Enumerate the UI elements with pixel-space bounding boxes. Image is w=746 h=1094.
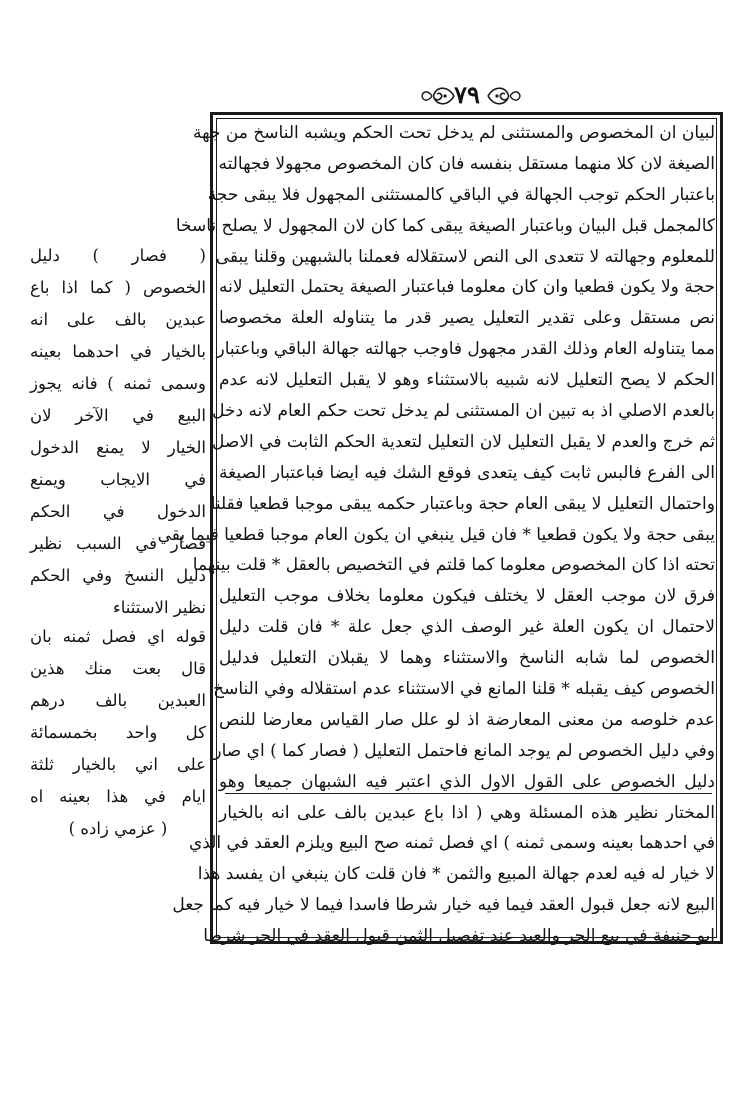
- main-text-line: ثم خرج والعدم لا يقبل التعليل لان التعليل لتعدية الحكم الثابت في الاصل: [212, 431, 715, 452]
- margin-note-line: ( فصار ) دليل: [30, 246, 206, 265]
- margin-note-line: الدخول في الحكم: [30, 502, 206, 521]
- main-text-line: وفي دليل الخصوص لم يوجد المانع فاحتمل التعليل ( فصار كما ) اي صار: [213, 740, 715, 761]
- main-text-line: مما يتناوله العام وذلك القدر مجهول فاوجب جهالته جهالة الباقي وباعتبار: [216, 339, 715, 360]
- margin-note-line: في الايجاب ويمنع: [30, 470, 206, 489]
- margin-note-line: كل واحد بخمسمائة: [30, 723, 206, 742]
- main-text-line: الخصوص لما شابه الناسخ والاستثناء وهما لا يقبلان التعليل فدليل: [219, 648, 715, 669]
- main-text-line: تحته اذا كان المخصوص معلوما كما قلتم في التخصيص بالعقل * قلت بينهما: [192, 555, 715, 576]
- main-text-divider: [225, 793, 712, 794]
- main-text-line: باعتبار الحكم توجب الجهالة في الباقي كالمستثنى المجهول فلا يبقى حجة: [207, 184, 715, 205]
- margin-note-top: [30, 240, 206, 624]
- margin-note-line: قوله اي فصل ثمنه بان: [30, 627, 206, 646]
- margin-note-line: نظير الاستثناء: [113, 598, 206, 617]
- page-number: ٧٩: [454, 80, 480, 109]
- main-text-line: الخصوص كيف يقبله * قلنا المانع في الاستثناء عدم استقلاله وفي الناسخ: [213, 679, 715, 700]
- main-text-line: في احدهما بعينه وسمى ثمنه ) اي فصل ثمنه صح البيع ويلزم العقد في الذي: [189, 833, 715, 854]
- main-text-line: نص مستقل وعلى تقدير التعليل يصير قدر ما يتناوله العلة مخصوصا: [219, 308, 715, 329]
- main-text-line: ابو حنيفة في بيع الحر والعبد عند تفصيل الثمن قبول العقد في الحر شرطا: [203, 926, 715, 947]
- main-text-line: البيع لانه جعل قبول العقد فيما فيه خيار شرطا فاسدا فيما لا خيار فيه كما جعل: [172, 895, 715, 916]
- margin-note-line: الخيار لا يمنع الدخول: [30, 438, 206, 457]
- main-text-line: الصيغة لان كلا منهما مستقل بنفسه فان كان المخصوص مجهولا فجهالته: [218, 153, 715, 174]
- main-text-line: واحتمال التعليل لا يبقى العام حجة وباعتبار حكمه يبقى موجبا قطعيا فقلنا: [210, 493, 715, 514]
- main-text-line: للمعلوم وجهالته لا تتعدى الى النص لاستقلاله فعملنا بالشبهين وقلنا يبقى: [215, 246, 715, 267]
- main-text-line: بالعدم الاصلي اذ به تبين ان المستثنى لم يدخل تحت حكم العام لانه دخل: [212, 401, 715, 422]
- margin-note-line: البيع في الآخر لان: [30, 406, 206, 425]
- main-text-line: لبيان ان المخصوص والمستثنى لم يدخل تحت الحكم ويشبه الناسخ من جهة: [193, 123, 715, 143]
- margin-note-line: عبدين بالف على انه: [30, 310, 206, 329]
- main-text-line: المختار نظير هذه المسئلة وهي ( اذا باع عبدين بالف على انه بالخيار: [219, 802, 715, 823]
- main-text-line: فرق لان موجب العقل لا يختلف فيكون معلوما بخلاف موجب التعليل: [219, 586, 715, 607]
- margin-note-line: بالخيار في احدهما بعينه: [30, 342, 206, 361]
- margin-note-attribution: ( عزمي زاده ): [68, 819, 168, 838]
- main-text-line: دليل الخصوص على القول الاول الذي اعتبر فيه الشبهان جميعا وهو: [219, 771, 715, 792]
- main-text-line: الى الفرع فالبس ثابت كيف يتعدى فوقع الشك فيه ايضا فباعتبار الصيغة: [219, 462, 715, 483]
- margin-note-bottom: [30, 621, 206, 845]
- main-text-line: عدم خلوصه من معنى المعارضة اذ لو علل صار القياس معارضا للنص: [219, 709, 715, 730]
- margin-note-line: الخصوص ( كما اذا باع: [30, 278, 206, 297]
- ornament-right-icon: [486, 82, 522, 110]
- margin-note-line: العبدين بالف درهم: [30, 691, 206, 710]
- main-text-line: لا خيار له فيه لعدم جهالة المبيع والثمن * فان قلت كان ينبغي ان يفسد هذا: [197, 864, 715, 885]
- margin-note-line: قال بعت منك هذين: [30, 659, 206, 678]
- margin-note-line: ايام في هذا بعينه اه: [30, 787, 206, 806]
- main-text-line: كالمجمل قبل البيان وباعتبار الصيغة يبقى كما كان لان المجهول لا يصلح ناسخا: [175, 215, 715, 236]
- main-text-line: لاحتمال ان يكون العلة غير الوصف الذي جعل علة * فان قلت دليل: [219, 617, 715, 638]
- main-text-line: حجة ولا يكون قطعيا وان كان معلوما فباعتبار الصيغة يحتمل التعليل لانه: [219, 277, 715, 298]
- main-text-line: الحكم لا يصح التعليل لانه شبيه بالاستثناء وهو لا يقبل التعليل لانه عدم: [219, 370, 715, 391]
- margin-note-line: على اني بالخيار ثلثة: [30, 755, 206, 774]
- main-text-line: يبقى حجة ولا يكون قطعيا * فان قيل ينبغي ان يكون العام موجبا قطعيا فيما بقي: [157, 524, 715, 545]
- margin-note-line: فصار في السبب نظير: [30, 534, 206, 553]
- margin-note-line: دليل النسخ وفي الحكم: [30, 566, 206, 585]
- margin-note-line: وسمى ثمنه ) فانه يجوز: [30, 374, 206, 393]
- page-header: [0, 76, 746, 116]
